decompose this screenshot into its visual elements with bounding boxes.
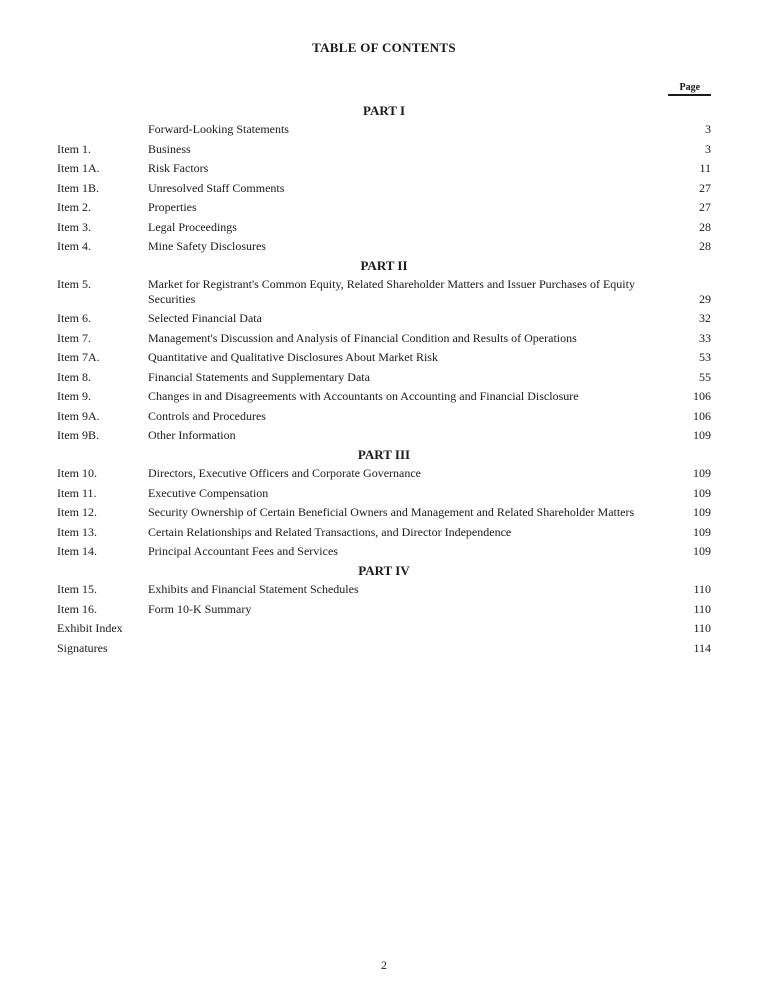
toc-page-cell: 11 [699, 161, 712, 175]
toc-title-cell [148, 638, 638, 658]
toc-row [57, 619, 711, 639]
toc-title-cell: Controls and Procedures [148, 408, 266, 423]
toc-item-cell: Item 1B. [57, 180, 99, 195]
toc-title-cell: Security Ownership of Certain Beneficial Owners and Management and Related Shareholder Matters [148, 505, 635, 519]
part-heading-row [57, 561, 711, 580]
toc-item-cell: Item 5. [57, 277, 91, 291]
toc-title-cell: Financial Statements and Supplementary Data [148, 369, 370, 384]
part-heading: PART II [360, 257, 408, 273]
toc-row [57, 198, 711, 218]
toc-title-cell: Exhibits and Financial Statement Schedules [148, 582, 359, 596]
toc-content [57, 77, 711, 658]
toc-item-cell: Item 14. [57, 544, 97, 558]
toc-title-cell: Certain Relationships and Related Transactions, and Director Independence [148, 524, 512, 539]
toc-row [57, 159, 711, 179]
toc-row [57, 638, 711, 658]
page-title: TABLE OF CONTENTS [312, 40, 456, 55]
toc-page-cell: 32 [699, 311, 712, 325]
toc-item-cell: Item 7A. [57, 350, 100, 364]
toc-title-cell: Legal Proceedings [148, 219, 237, 234]
toc-item-cell: Item 7. [57, 330, 91, 345]
toc-row [57, 483, 711, 503]
toc-item-cell: Item 2. [57, 200, 91, 214]
footer-page-number: 2 [381, 958, 387, 972]
toc-item-cell: Item 9. [57, 389, 91, 403]
toc-page-cell: 109 [693, 544, 712, 558]
toc-page-cell: 27 [699, 180, 712, 195]
toc-page-cell: 110 [693, 582, 712, 596]
toc-page-cell: 114 [693, 640, 712, 655]
toc-item-cell: Item 9A. [57, 408, 100, 423]
toc-title-cell: Selected Financial Data [148, 311, 262, 325]
toc-row [57, 599, 711, 619]
toc-page-cell: 110 [693, 601, 712, 616]
toc-title-cell: Mine Safety Disclosures [148, 239, 266, 253]
toc-row [57, 178, 711, 198]
page-column-header-cell [57, 77, 711, 101]
toc-row [57, 328, 711, 348]
toc-item-cell: Item 3. [57, 219, 91, 234]
toc-item-cell: Exhibit Index [57, 621, 123, 635]
toc-page-cell: 28 [699, 239, 712, 253]
toc-item-cell: Item 10. [57, 466, 97, 480]
toc-item-cell: Item 8. [57, 369, 91, 384]
part-heading: PART III [357, 446, 411, 462]
toc-page-cell: 106 [693, 408, 712, 423]
toc-title-cell: Quantitative and Qualitative Disclosures About Market Risk [148, 350, 438, 364]
toc-item-cell: Item 12. [57, 505, 97, 519]
toc-page-cell: 27 [699, 200, 712, 214]
toc-title-cell: Form 10-K Summary [148, 601, 252, 616]
toc-title-cell: Unresolved Staff Comments [148, 180, 285, 195]
toc-page-cell: 29 [699, 291, 712, 306]
toc-row [57, 120, 711, 140]
toc-row [57, 367, 711, 387]
part-heading-row [57, 256, 711, 275]
toc-row [57, 464, 711, 484]
toc-page-cell: 109 [693, 505, 712, 519]
toc-row [57, 542, 711, 562]
toc-title-cell: Other Information [148, 428, 236, 442]
toc-page-cell: 109 [693, 485, 712, 500]
toc-title-cell: Executive Compensation [148, 485, 269, 500]
toc-title-cell: Principal Accountant Fees and Services [148, 544, 338, 558]
part-heading-row [57, 101, 711, 120]
toc-page-cell: 55 [699, 369, 712, 384]
toc-row [57, 503, 711, 523]
toc-title-cell: Changes in and Disagreements with Accountants on Accounting and Financial Disclosure [148, 389, 579, 403]
toc-item-cell: Item 1A. [57, 161, 100, 175]
toc-title-cell: Market for Registrant's Common Equity, Related Shareholder Matters and Issuer Purchases of Equity Securities [148, 277, 635, 306]
toc-page-cell: 106 [693, 389, 712, 403]
toc-title-cell: Properties [148, 200, 197, 214]
toc-page-cell: 109 [693, 524, 712, 539]
toc-item-cell: Item 15. [57, 582, 97, 596]
toc-item-cell: Item 1. [57, 141, 91, 156]
toc-item-cell: Item 11. [57, 485, 97, 500]
toc-item-cell: Item 13. [57, 524, 97, 539]
toc-page-cell: 28 [699, 219, 712, 234]
toc-page-cell: 53 [699, 350, 712, 364]
toc-page-cell: 110 [693, 621, 712, 635]
toc-page-cell: 3 [705, 122, 712, 136]
toc-page-cell: 109 [693, 428, 712, 442]
toc-title-cell [148, 619, 638, 639]
part-heading: PART I [362, 102, 406, 118]
toc-title-cell: Forward-Looking Statements [148, 122, 289, 136]
toc-page-cell: 109 [693, 466, 712, 480]
toc-title-cell: Directors, Executive Officers and Corporate Governance [148, 466, 421, 480]
part-heading: PART IV [358, 562, 410, 578]
toc-row [57, 580, 711, 600]
toc-page-cell: 3 [705, 141, 712, 156]
toc-title-cell: Management's Discussion and Analysis of Financial Condition and Results of Operations [148, 330, 577, 345]
toc-item-cell: Item 9B. [57, 428, 99, 442]
toc-row [57, 217, 711, 237]
toc-row [57, 387, 711, 407]
toc-item-cell: Signatures [57, 640, 108, 655]
toc-row [57, 275, 711, 309]
toc-table [57, 77, 711, 658]
page-column-header: Page [668, 82, 711, 96]
toc-page-cell: 33 [699, 330, 712, 345]
toc-item-cell: Item 4. [57, 239, 91, 253]
toc-row [57, 237, 711, 257]
toc-item-cell: Item 6. [57, 311, 91, 325]
part-heading-row [57, 445, 711, 464]
toc-row [57, 309, 711, 329]
toc-row [57, 139, 711, 159]
page-column-header-row [57, 77, 711, 101]
toc-row [57, 348, 711, 368]
toc-row [57, 406, 711, 426]
toc-row [57, 522, 711, 542]
toc-item-cell: Item 16. [57, 601, 97, 616]
toc-item-cell [57, 120, 148, 140]
toc-title-cell: Risk Factors [148, 161, 209, 175]
toc-title-cell: Business [148, 141, 191, 156]
toc-row [57, 426, 711, 446]
